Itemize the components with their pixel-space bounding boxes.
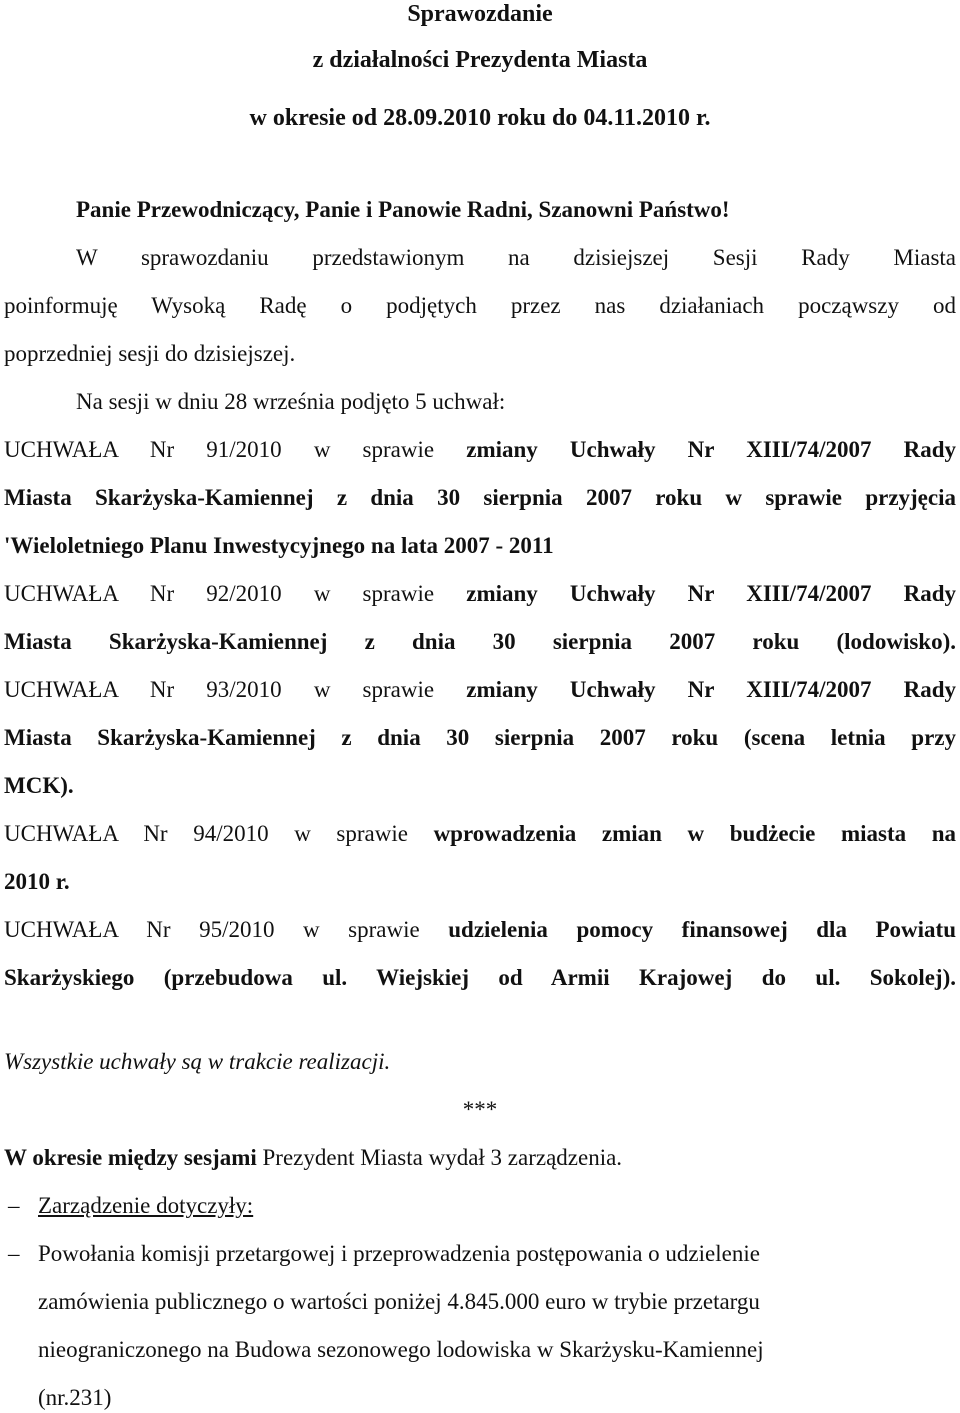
resolution-91-line-2: Miasta Skarżyska-Kamiennej z dnia 30 sierpnia 2007 roku w sprawie przyjęcia: [4, 485, 956, 510]
resolution-subject: zmiany Uchwały Nr XIII/74/2007 Rady: [466, 581, 956, 606]
resolution-95-line-2: Skarżyskiego (przebudowa ul. Wiejskiej od Armii Krajowej do ul. Sokolej).: [4, 965, 956, 990]
resolution-number: UCHWAŁA Nr 94/2010: [4, 821, 269, 846]
dash-bullet: –: [8, 1193, 20, 1218]
resolution-91-line-3: 'Wieloletniego Planu Inwestycyjnego na lata 2007 - 2011: [4, 533, 554, 558]
period-statement: [4, 1146, 956, 1169]
document-title: Sprawozdanie: [407, 1, 553, 27]
period-rest: Prezydent Miasta wydał 3 zarządzenia.: [262, 1145, 623, 1170]
dash-bullet: –: [8, 1241, 20, 1266]
closing-note: Wszystkie uchwały są w trakcie realizacji.: [4, 1049, 391, 1074]
intro-line-3: poprzedniej sesji do dzisiejszej.: [4, 341, 296, 366]
resolution-94-line-2: 2010 r.: [4, 869, 70, 894]
resolution-subject: zmiany Uchwały Nr XIII/74/2007 Rady: [466, 677, 956, 702]
list-item-line-4: (nr.231): [38, 1385, 112, 1410]
resolution-number: UCHWAŁA Nr 91/2010: [4, 437, 282, 462]
resolution-subject: wprowadzenia zmian w budżecie miasta na: [433, 821, 956, 846]
resolution-93-line-1: [4, 678, 956, 701]
intro-line-1: W sprawozdaniu przedstawionym na dzisiejszej Sesji Rady Miasta: [76, 245, 956, 270]
resolution-connector: w sprawie: [303, 917, 420, 942]
list-item-line-1: Powołania komisji przetargowej i przeprowadzenia postępowania o udzielenie: [38, 1241, 760, 1266]
list-item-line-2: zamówienia publicznego o wartości poniżej 4.845.000 euro w trybie przetargu: [38, 1289, 760, 1314]
resolution-connector: w sprawie: [313, 677, 435, 702]
section-separator: ***: [462, 1097, 498, 1122]
resolution-number: UCHWAŁA Nr 95/2010: [4, 917, 275, 942]
session-intro: Na sesji w dniu 28 września podjęto 5 uchwał:: [76, 389, 506, 414]
resolution-connector: w sprawie: [313, 581, 435, 606]
resolution-connector: w sprawie: [294, 821, 408, 846]
resolution-92-line-2: Miasta Skarżyska-Kamiennej z dnia 30 sierpnia 2007 roku (lodowisko).: [4, 629, 956, 654]
list-heading: Zarządzenie dotyczyły:: [38, 1193, 254, 1218]
resolution-95-line-1: [4, 918, 956, 941]
resolution-number: UCHWAŁA Nr 93/2010: [4, 677, 282, 702]
resolution-connector: w sprawie: [313, 437, 435, 462]
resolution-subject: zmiany Uchwały Nr XIII/74/2007 Rady: [466, 437, 956, 462]
greeting: Panie Przewodniczący, Panie i Panowie Radni, Szanowni Państwo!: [76, 197, 730, 222]
list-item-line-3: nieograniczonego na Budowa sezonowego lodowiska w Skarżysku-Kamiennej: [38, 1337, 764, 1362]
resolution-number: UCHWAŁA Nr 92/2010: [4, 581, 282, 606]
document-subtitle: z działalności Prezydenta Miasta: [312, 47, 648, 73]
resolution-91-line-1: [4, 438, 956, 461]
resolution-93-line-3: MCK).: [4, 773, 74, 798]
document-period: w okresie od 28.09.2010 roku do 04.11.2010 r.: [249, 105, 711, 131]
intro-line-2: poinformuję Wysoką Radę o podjętych przez nas działaniach począwszy od: [4, 293, 956, 318]
resolution-93-line-2: Miasta Skarżyska-Kamiennej z dnia 30 sierpnia 2007 roku (scena letnia przy: [4, 725, 956, 750]
resolution-94-line-1: [4, 822, 956, 845]
resolution-subject: udzielenia pomocy finansowej dla Powiatu: [448, 917, 956, 942]
period-bold: W okresie między sesjami: [4, 1145, 257, 1170]
resolution-92-line-1: [4, 582, 956, 605]
